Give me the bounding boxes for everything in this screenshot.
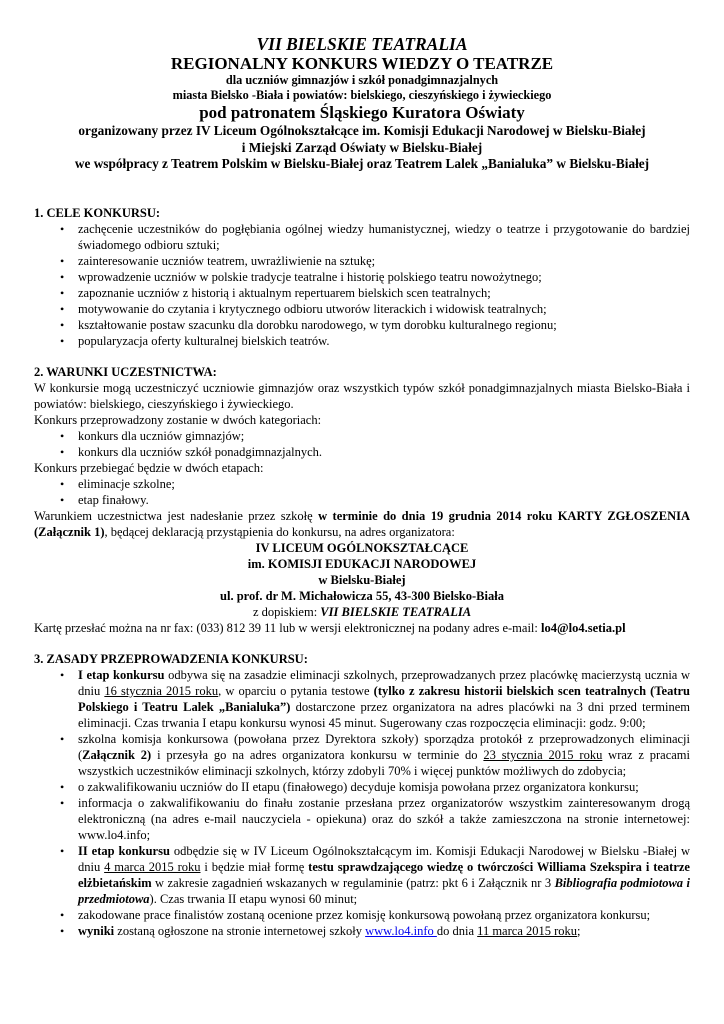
condition-paragraph: Warunkiem uczestnictwa jest nadesłanie przez szkołę w terminie do dnia 19 grudnia 2014 roku KARTY ZGŁOSZENIA (Załącznik 1), będącej deklaracją przystąpienia do konkursu, na adres organizatora: bbox=[34, 509, 691, 539]
organizer-line-2: i Miejski Zarząd Oświaty w Bielsku-Białej bbox=[241, 139, 483, 155]
categories-list bbox=[34, 428, 690, 460]
bullet-icon: • bbox=[60, 844, 65, 858]
region-line: miasta Bielsko -Biała i powiatów: bielskiego, cieszyńskiego i żywieckiego bbox=[172, 88, 552, 102]
list-item: • kształtowanie postaw szacunku dla dorobku narodowego, w tym dorobku kulturalnego regionu; bbox=[60, 318, 557, 332]
document-body bbox=[34, 205, 690, 939]
list-item: • o zakwalifikowaniu uczniów do II etapu (finałowego) decyduje komisja powołana przez organizatora konkursu; bbox=[60, 780, 639, 794]
deadline-text: w terminie do dnia 19 grudnia 2014 roku KARTY ZGŁOSZENIA (Załącznik 1) bbox=[34, 509, 691, 539]
bullet-icon: • bbox=[60, 445, 65, 459]
organizer-line-3: we współpracy z Teatrem Polskim w Bielsku-Białej oraz Teatrem Lalek „Banialuka” w Bielsku-Białej bbox=[74, 156, 650, 171]
fax-email-line: Kartę przesłać można na nr fax: (033) 812 39 11 lub w wersji elektronicznej na podany adres e-mail: lo4@lo4.setia.pl bbox=[34, 621, 626, 635]
bullet-icon: • bbox=[60, 286, 65, 300]
list-item: • zapoznanie uczniów z historią i aktualnym repertuarem bielskich scen teatralnych; bbox=[60, 286, 491, 300]
goals-list bbox=[34, 221, 690, 349]
stages-intro: Konkurs przebiegać będzie w dwóch etapach: bbox=[34, 461, 264, 475]
bullet-icon: • bbox=[60, 270, 65, 284]
list-item: • motywowanie do czytania i krytycznego odbioru utworów literackich i widowisk teatralnych; bbox=[60, 302, 547, 316]
eligibility-paragraph: W konkursie mogą uczestniczyć uczniowie gimnazjów oraz wszystkich typów szkół ponadgimnazjalnych miasta Bielsko-Biała i powiatów: bielskiego, cieszyńskiego i żywieckiego. bbox=[34, 381, 690, 411]
section-3-heading: 3. ZASADY PRZEPROWADZENIA KONKURSU: bbox=[34, 652, 308, 666]
list-item: • wyniki zostaną ogłoszone na stronie internetowej szkoły www.lo4.info do dnia 11 marca 2015 roku; bbox=[60, 924, 581, 938]
document-header bbox=[0, 34, 724, 173]
bullet-icon: • bbox=[60, 732, 65, 746]
bullet-icon: • bbox=[60, 924, 65, 938]
organizer-address: IV LICEUM OGÓLNOKSZTAŁCĄCE im. KOMISJI EDUKACJI NARODOWEJ w Bielsku-Białej ul. prof. dr M. Michałowicza 55, 43-300 Bielsko-Biała bbox=[220, 541, 504, 603]
contest-subtitle: REGIONALNY KONKURS WIEDZY O TEATRZE bbox=[170, 54, 554, 73]
contest-title: VII BIELSKIE TEATRALIA bbox=[256, 34, 468, 54]
bullet-icon: • bbox=[60, 254, 65, 268]
bullet-icon: • bbox=[60, 429, 65, 443]
list-item: • zachęcenie uczestników do pogłębiania ogólnej wiedzy humanistycznej, wiedzy o teatrze i przygotowanie do bardziej świadomego odbioru sztuki; bbox=[60, 222, 690, 252]
list-item: • I etap konkursu odbywa się na zasadzie eliminacji szkolnych, przeprowadzanych przez placówkę macierzystą ucznia w dniu 16 stycznia 2015 roku, w oparciu o pytania testowe (tylko z zakresu historii bielskich scen teatralnych (Teatru Polskiego i Teatru Lalek „Banialuka”) dostarczone przez organizatora na adres placówki na 3 dni przed terminem eliminacji. Czas trwania I etapu konkursu wynosi 45 minut. Sugerowany czas rozpoczęcia eliminacji: godz. 9:00; bbox=[60, 668, 690, 730]
list-item: • zainteresowanie uczniów teatrem, uwrażliwienie na sztukę; bbox=[60, 254, 376, 268]
list-item: • konkurs dla uczniów gimnazjów; bbox=[60, 429, 245, 443]
bullet-icon: • bbox=[60, 796, 65, 810]
bullet-icon: • bbox=[60, 477, 65, 491]
list-item: • etap finałowy. bbox=[60, 493, 149, 507]
bullet-icon: • bbox=[60, 668, 65, 682]
bullet-icon: • bbox=[60, 493, 65, 507]
organizer-line-1: organizowany przez IV Liceum Ogólnokształcące im. Komisji Edukacji Narodowej w Bielsku-Białej bbox=[78, 123, 646, 138]
list-item: • zakodowane prace finalistów zostaną ocenione przez komisję konkursową powołaną przez organizatora konkursu; bbox=[60, 908, 651, 922]
list-item: • konkurs dla uczniów szkół ponadgimnazjalnych. bbox=[60, 445, 323, 459]
section-2-heading: 2. WARUNKI UCZESTNICTWA: bbox=[34, 365, 217, 379]
list-item: • wprowadzenie uczniów w polskie tradycje teatralne i historię polskiego teatru nowożytnego; bbox=[60, 270, 542, 284]
bullet-icon: • bbox=[60, 302, 65, 316]
list-item: • popularyzacja oferty kulturalnej bielskich teatrów. bbox=[60, 334, 330, 348]
bullet-icon: • bbox=[60, 908, 65, 922]
bullet-icon: • bbox=[60, 780, 65, 794]
school-website-link[interactable]: www.lo4.info bbox=[365, 924, 437, 938]
section-1-heading: 1. CELE KONKURSU: bbox=[34, 206, 161, 220]
participants-line: dla uczniów gimnazjów i szkół ponadgimnazjalnych bbox=[225, 73, 499, 87]
rules-list bbox=[34, 667, 690, 939]
annotation-line: z dopiskiem: VII BIELSKIE TEATRALIA bbox=[252, 605, 472, 619]
bullet-icon: • bbox=[60, 222, 65, 236]
email-address: lo4@lo4.setia.pl bbox=[541, 621, 626, 635]
categories-intro: Konkurs przeprowadzony zostanie w dwóch kategoriach: bbox=[34, 413, 322, 427]
list-item: • szkolna komisja konkursowa (powołana przez Dyrektora szkoły) sporządza protokół z przeprowadzonych eliminacji (Załącznik 2) i przesyła go na adres organizatora konkursu w terminie do 23 stycznia 2015 roku wraz z pracami wszystkich uczestników eliminacji szkolnych, którzy zdobyli 70% i więcej punktów możliwych do zdobycia; bbox=[60, 732, 690, 778]
list-item: • eliminacje szkolne; bbox=[60, 477, 175, 491]
bullet-icon: • bbox=[60, 334, 65, 348]
stages-list bbox=[34, 476, 690, 508]
list-item: • informacja o zakwalifikowaniu do finału zostanie przesłana przez organizatorów wszystkim zainteresowanym drogą elektroniczną (na adres e-mail nauczyciela - opiekuna) oraz do szkół a także zamieszczona na stronie internetowej: www.lo4.info; bbox=[60, 796, 690, 842]
patronage-line: pod patronatem Śląskiego Kuratora Oświaty bbox=[199, 103, 525, 122]
bullet-icon: • bbox=[60, 318, 65, 332]
list-item: • II etap konkursu odbędzie się w IV Liceum Ogólnokształcącym im. Komisji Edukacji Narodowej w Bielsku -Białej w dniu 4 marca 2015 roku i będzie miał formę testu sprawdzającego wiedzę o twórczości Williama Szekspira i teatrze elżbietańskim w zakresie zagadnień wskazanych w regulaminie (patrz: pkt 6 i Załącznik nr 3 Bibliografia podmiotowa i przedmiotowa). Czas trwania II etapu wynosi 60 minut; bbox=[60, 844, 690, 906]
